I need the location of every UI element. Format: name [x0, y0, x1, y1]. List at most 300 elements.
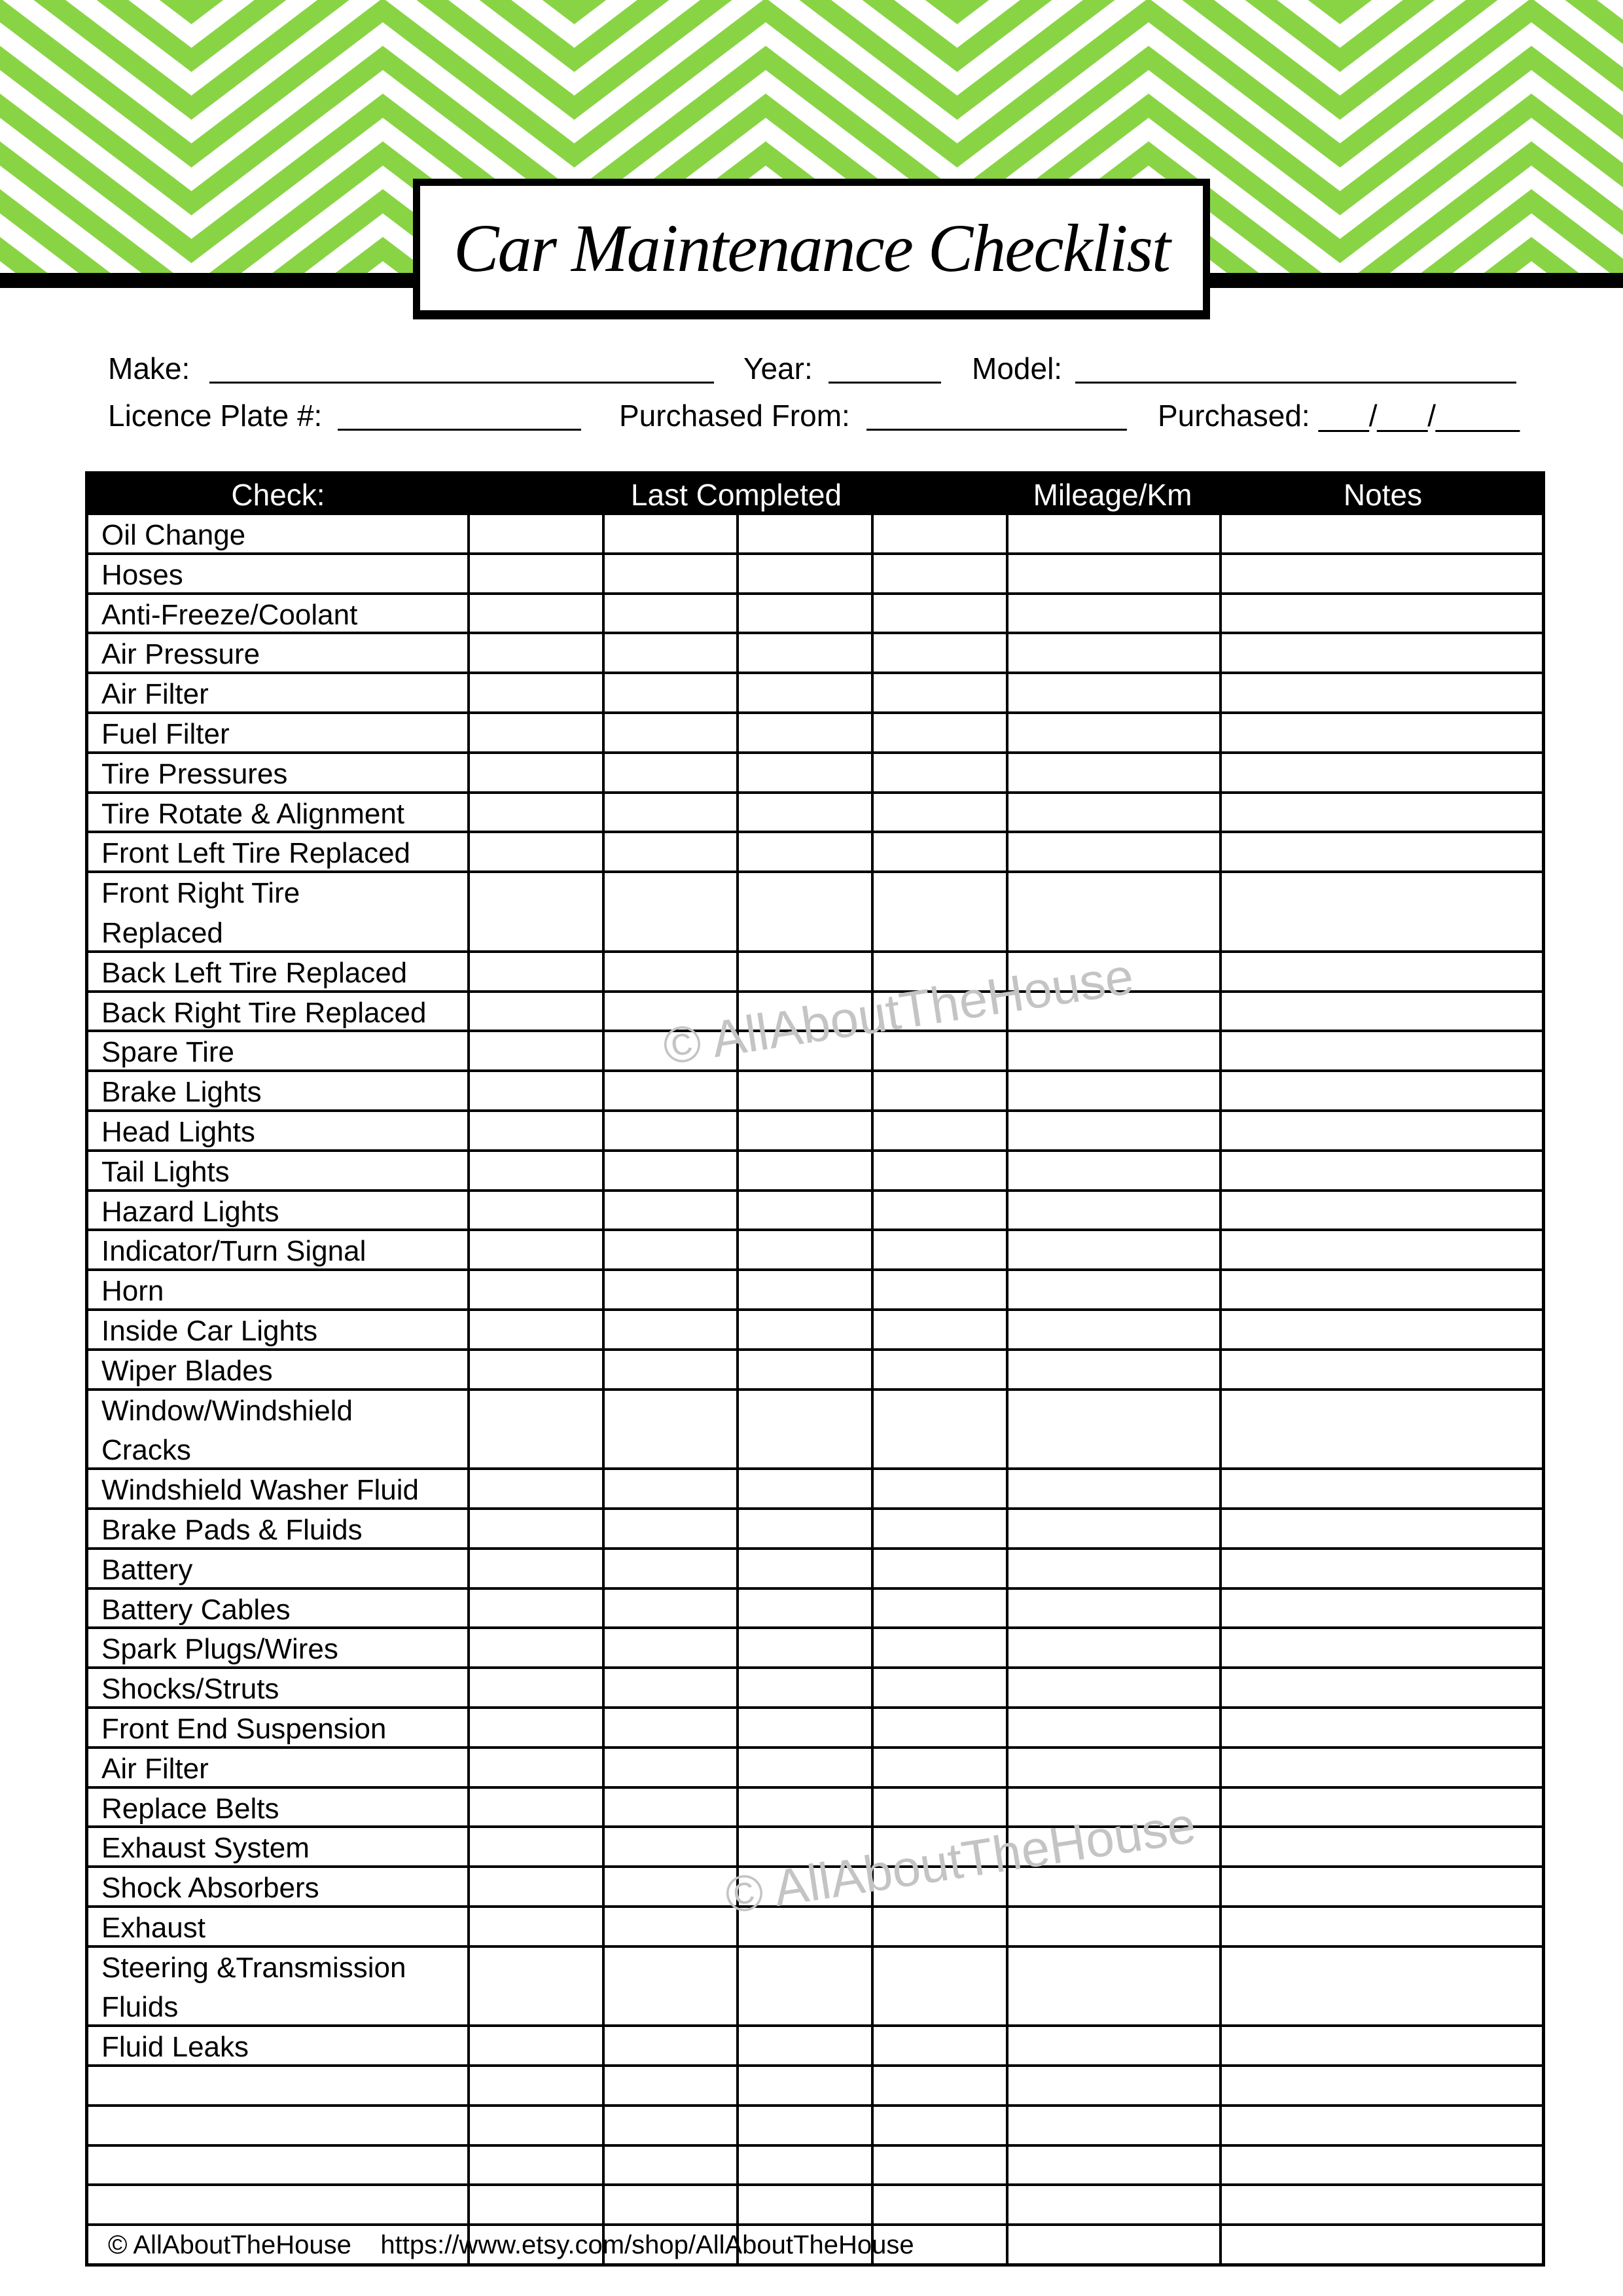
last-completed-4-cell[interactable] — [871, 1948, 1006, 2025]
last-completed-3-cell[interactable] — [736, 1112, 871, 1149]
table-row — [88, 1587, 1542, 1627]
last-completed-3-cell[interactable] — [736, 873, 871, 950]
last-completed-4-cell[interactable] — [871, 674, 1006, 711]
last-completed-3-cell[interactable] — [736, 953, 871, 990]
last-completed-4-cell[interactable] — [871, 1908, 1006, 1945]
notes-cell[interactable] — [1219, 953, 1542, 990]
table-row — [88, 1547, 1542, 1587]
last-completed-1-cell[interactable] — [467, 1868, 602, 1905]
last-completed-3-cell[interactable] — [736, 794, 871, 831]
mileage-cell[interactable] — [1006, 1311, 1219, 1348]
last-completed-4-cell[interactable] — [871, 953, 1006, 990]
last-completed-4-cell[interactable] — [871, 1789, 1006, 1826]
notes-cell[interactable] — [1219, 634, 1542, 672]
notes-cell[interactable] — [1219, 1351, 1542, 1388]
last-completed-3-cell[interactable] — [736, 2027, 871, 2064]
year-field[interactable] — [829, 382, 941, 384]
mileage-cell[interactable] — [1006, 1590, 1219, 1627]
last-completed-4-cell[interactable] — [871, 1828, 1006, 1865]
last-completed-4-cell[interactable] — [871, 595, 1006, 632]
notes-cell[interactable] — [1219, 1948, 1542, 2025]
check-item-label — [88, 1629, 467, 1666]
last-completed-2-cell[interactable] — [602, 1391, 736, 1468]
last-completed-2-cell[interactable] — [602, 1231, 736, 1268]
last-completed-3-cell[interactable] — [736, 674, 871, 711]
check-item-text: Shocks/Struts — [101, 1673, 279, 1706]
last-completed-1-cell[interactable] — [467, 1152, 602, 1189]
notes-cell[interactable] — [1219, 1032, 1542, 1069]
last-completed-2-cell[interactable] — [602, 1669, 736, 1706]
last-completed-1-cell[interactable] — [467, 2186, 602, 2223]
check-item-label — [88, 953, 467, 990]
mileage-cell[interactable] — [1006, 1072, 1219, 1109]
notes-cell[interactable] — [1219, 2107, 1542, 2144]
mileage-cell[interactable] — [1006, 2067, 1219, 2104]
check-item-label — [88, 1868, 467, 1905]
check-item-text: Fluid Leaks — [101, 2031, 249, 2064]
year-label: Year: — [743, 351, 813, 386]
mileage-cell[interactable] — [1006, 794, 1219, 831]
check-item-text — [101, 2068, 467, 2108]
mileage-cell[interactable] — [1006, 1032, 1219, 1069]
notes-cell[interactable] — [1219, 2147, 1542, 2184]
last-completed-2-cell[interactable] — [602, 2027, 736, 2064]
last-completed-3-cell[interactable] — [736, 2067, 871, 2104]
last-completed-1-cell[interactable] — [467, 1192, 602, 1229]
check-item-text: Back Right Tire Replaced — [101, 996, 427, 1029]
mileage-cell[interactable] — [1006, 1271, 1219, 1308]
last-completed-3-cell[interactable] — [736, 1868, 871, 1905]
last-completed-4-cell[interactable] — [871, 1550, 1006, 1587]
last-completed-3-cell[interactable] — [736, 833, 871, 870]
last-completed-4-cell[interactable] — [871, 714, 1006, 751]
last-completed-4-cell[interactable] — [871, 1271, 1006, 1308]
last-completed-4-cell[interactable] — [871, 2067, 1006, 2104]
table-row — [88, 1030, 1542, 1069]
last-completed-3-cell[interactable] — [736, 1470, 871, 1507]
last-completed-3-cell[interactable] — [736, 1749, 871, 1786]
last-completed-4-cell[interactable] — [871, 1311, 1006, 1348]
last-completed-2-cell[interactable] — [602, 1868, 736, 1905]
last-completed-2-cell[interactable] — [602, 1749, 736, 1786]
last-completed-4-cell[interactable] — [871, 833, 1006, 870]
last-completed-1-cell[interactable] — [467, 1391, 602, 1468]
check-item-text: Air Pressure — [101, 638, 260, 671]
last-completed-2-cell[interactable] — [602, 714, 736, 751]
last-completed-2-cell[interactable] — [602, 1072, 736, 1109]
last-completed-1-cell[interactable] — [467, 794, 602, 831]
last-completed-3-cell[interactable] — [736, 714, 871, 751]
notes-cell[interactable] — [1219, 714, 1542, 751]
last-completed-1-cell[interactable] — [467, 953, 602, 990]
last-completed-4-cell[interactable] — [871, 873, 1006, 950]
last-completed-3-cell[interactable] — [736, 2186, 871, 2223]
last-completed-4-cell[interactable] — [871, 1192, 1006, 1229]
notes-cell[interactable] — [1219, 1908, 1542, 1945]
notes-cell[interactable] — [1219, 1271, 1542, 1308]
last-completed-1-cell[interactable] — [467, 595, 602, 632]
check-item-text: Front Left Tire Replaced — [101, 837, 411, 870]
mileage-cell[interactable] — [1006, 1351, 1219, 1388]
mileage-cell[interactable] — [1006, 1828, 1219, 1865]
table-row — [88, 950, 1542, 990]
notes-cell[interactable] — [1219, 555, 1542, 592]
last-completed-3-cell[interactable] — [736, 1550, 871, 1587]
check-item-text: Exhaust — [101, 1911, 205, 1944]
make-field[interactable] — [209, 382, 714, 384]
last-completed-3-cell[interactable] — [736, 1510, 871, 1547]
last-completed-3-cell[interactable] — [736, 1669, 871, 1706]
notes-cell[interactable] — [1219, 1470, 1542, 1507]
last-completed-3-cell[interactable] — [736, 555, 871, 592]
mileage-cell[interactable] — [1006, 1152, 1219, 1189]
last-completed-2-cell[interactable] — [602, 1828, 736, 1865]
mileage-cell[interactable] — [1006, 1192, 1219, 1229]
last-completed-1-cell[interactable] — [467, 714, 602, 751]
notes-cell[interactable] — [1219, 1510, 1542, 1547]
last-completed-4-cell[interactable] — [871, 1351, 1006, 1388]
last-completed-1-cell[interactable] — [467, 833, 602, 870]
mileage-cell[interactable] — [1006, 953, 1219, 990]
notes-cell[interactable] — [1219, 2027, 1542, 2064]
watermark: © AllAboutTheHouse — [659, 946, 1137, 1076]
notes-cell[interactable] — [1219, 2226, 1542, 2263]
notes-cell[interactable] — [1219, 833, 1542, 870]
check-item-text: Horn — [101, 1275, 164, 1308]
last-completed-1-cell[interactable] — [467, 1828, 602, 1865]
last-completed-1-cell[interactable] — [467, 1072, 602, 1109]
check-item-text: Tire Pressures — [101, 757, 288, 790]
last-completed-1-cell[interactable] — [467, 1948, 602, 2025]
mileage-cell[interactable] — [1006, 1112, 1219, 1149]
check-item-label — [88, 2186, 467, 2223]
notes-cell[interactable] — [1219, 1828, 1542, 1865]
check-item-text — [101, 2187, 467, 2227]
check-item-label — [88, 1391, 467, 1468]
last-completed-3-cell[interactable] — [736, 1391, 871, 1468]
last-completed-4-cell[interactable] — [871, 555, 1006, 592]
check-item-label — [88, 674, 467, 711]
mileage-cell[interactable] — [1006, 1948, 1219, 2025]
notes-cell[interactable] — [1219, 1550, 1542, 1587]
last-completed-3-cell[interactable] — [736, 1231, 871, 1268]
notes-cell[interactable] — [1219, 1669, 1542, 1706]
last-completed-1-cell[interactable] — [467, 1271, 602, 1308]
last-completed-3-cell[interactable] — [736, 1590, 871, 1627]
mileage-cell[interactable] — [1006, 1908, 1219, 1945]
notes-cell[interactable] — [1219, 754, 1542, 791]
last-completed-2-cell[interactable] — [602, 1789, 736, 1826]
last-completed-2-cell[interactable] — [602, 873, 736, 950]
last-completed-1-cell[interactable] — [467, 1510, 602, 1547]
check-item-text: Head Lights — [101, 1115, 255, 1148]
last-completed-2-cell[interactable] — [602, 1271, 736, 1308]
notes-cell[interactable] — [1219, 1629, 1542, 1666]
check-item-label — [88, 1828, 467, 1865]
last-completed-4-cell[interactable] — [871, 1152, 1006, 1189]
check-item-text: Tire Rotate & Alignment — [101, 797, 405, 830]
last-completed-2-cell[interactable] — [602, 1351, 736, 1388]
check-item-label — [88, 1032, 467, 1069]
purchased-from-label: Purchased From: — [619, 399, 850, 433]
mileage-cell[interactable] — [1006, 873, 1219, 950]
mileage-cell[interactable] — [1006, 1510, 1219, 1547]
last-completed-2-cell[interactable] — [602, 1590, 736, 1627]
last-completed-2-cell[interactable] — [602, 754, 736, 791]
last-completed-2-cell[interactable] — [602, 1550, 736, 1587]
notes-cell[interactable] — [1219, 1868, 1542, 1905]
last-completed-4-cell[interactable] — [871, 1470, 1006, 1507]
last-completed-3-cell[interactable] — [736, 1351, 871, 1388]
table-row — [88, 1308, 1542, 1348]
last-completed-1-cell[interactable] — [467, 1351, 602, 1388]
last-completed-2-cell[interactable] — [602, 1311, 736, 1348]
last-completed-4-cell[interactable] — [871, 1231, 1006, 1268]
check-item-text: Inside Car Lights — [101, 1314, 318, 1347]
last-completed-4-cell[interactable] — [871, 1510, 1006, 1547]
last-completed-3-cell[interactable] — [736, 1629, 871, 1666]
notes-cell[interactable] — [1219, 1749, 1542, 1786]
last-completed-4-cell[interactable] — [871, 1590, 1006, 1627]
check-item-label — [88, 993, 467, 1030]
last-completed-2-cell[interactable] — [602, 634, 736, 672]
check-item-label — [88, 1789, 467, 1826]
notes-cell[interactable] — [1219, 1709, 1542, 1746]
last-completed-2-cell[interactable] — [602, 2107, 736, 2144]
notes-cell[interactable] — [1219, 1231, 1542, 1268]
last-completed-4-cell[interactable] — [871, 754, 1006, 791]
last-completed-1-cell[interactable] — [467, 1470, 602, 1507]
last-completed-1-cell[interactable] — [467, 634, 602, 672]
last-completed-2-cell[interactable] — [602, 1152, 736, 1189]
footer-text: © AllAboutTheHouse https://www.etsy.com/shop/AllAboutTheHouse — [108, 2231, 914, 2259]
mileage-cell[interactable] — [1006, 595, 1219, 632]
last-completed-4-cell[interactable] — [871, 1868, 1006, 1905]
last-completed-2-cell[interactable] — [602, 555, 736, 592]
licence-plate-label: Licence Plate #: — [108, 399, 323, 433]
notes-cell[interactable] — [1219, 595, 1542, 632]
last-completed-4-cell[interactable] — [871, 634, 1006, 672]
last-completed-2-cell[interactable] — [602, 1032, 736, 1069]
last-completed-3-cell[interactable] — [736, 595, 871, 632]
last-completed-3-cell[interactable] — [736, 1948, 871, 2025]
notes-cell[interactable] — [1219, 1192, 1542, 1229]
purchased-from-field[interactable] — [866, 429, 1127, 431]
notes-cell[interactable] — [1219, 1112, 1542, 1149]
mileage-cell[interactable] — [1006, 1749, 1219, 1786]
last-completed-3-cell[interactable] — [736, 515, 871, 552]
mileage-cell[interactable] — [1006, 1391, 1219, 1468]
mileage-cell[interactable] — [1006, 993, 1219, 1030]
last-completed-2-cell[interactable] — [602, 1629, 736, 1666]
last-completed-4-cell[interactable] — [871, 1669, 1006, 1706]
last-completed-1-cell[interactable] — [467, 1112, 602, 1149]
notes-cell[interactable] — [1219, 2067, 1542, 2104]
mileage-cell[interactable] — [1006, 2186, 1219, 2223]
last-completed-2-cell[interactable] — [602, 993, 736, 1030]
last-completed-2-cell[interactable] — [602, 1908, 736, 1945]
last-completed-1-cell[interactable] — [467, 1629, 602, 1666]
mileage-cell[interactable] — [1006, 1709, 1219, 1746]
check-item-text — [101, 2148, 467, 2188]
check-item-text: Windshield Washer Fluid — [101, 1474, 419, 1507]
last-completed-4-cell[interactable] — [871, 1629, 1006, 1666]
last-completed-1-cell[interactable] — [467, 1709, 602, 1746]
last-completed-4-cell[interactable] — [871, 2107, 1006, 2144]
last-completed-3-cell[interactable] — [736, 2147, 871, 2184]
notes-cell[interactable] — [1219, 794, 1542, 831]
last-completed-1-cell[interactable] — [467, 1789, 602, 1826]
last-completed-4-cell[interactable] — [871, 1749, 1006, 1786]
last-completed-1-cell[interactable] — [467, 2027, 602, 2064]
table-row — [88, 1149, 1542, 1189]
last-completed-4-cell[interactable] — [871, 2186, 1006, 2223]
last-completed-3-cell[interactable] — [736, 1311, 871, 1348]
last-completed-2-cell[interactable] — [602, 674, 736, 711]
check-item-text: Front Right Tire — [101, 877, 300, 910]
table-row — [88, 1348, 1542, 1388]
mileage-cell[interactable] — [1006, 2027, 1219, 2064]
last-completed-3-cell[interactable] — [736, 1709, 871, 1746]
check-item-label — [88, 1908, 467, 1945]
purchased-label: Purchased: — [1158, 399, 1310, 433]
last-completed-2-cell[interactable] — [602, 515, 736, 552]
check-item-text: Air Filter — [101, 1752, 209, 1785]
last-completed-2-cell[interactable] — [602, 1192, 736, 1229]
last-completed-4-cell[interactable] — [871, 794, 1006, 831]
last-completed-3-cell[interactable] — [736, 634, 871, 672]
last-completed-1-cell[interactable] — [467, 1590, 602, 1627]
mileage-cell[interactable] — [1006, 1868, 1219, 1905]
purchased-date-field[interactable]: ___/___/_____ — [1319, 399, 1520, 433]
last-completed-1-cell[interactable] — [467, 754, 602, 791]
last-completed-3-cell[interactable] — [736, 1152, 871, 1189]
last-completed-2-cell[interactable] — [602, 1948, 736, 2025]
mileage-cell[interactable] — [1006, 833, 1219, 870]
last-completed-3-cell[interactable] — [736, 993, 871, 1030]
mileage-cell[interactable] — [1006, 1550, 1219, 1587]
table-row — [88, 990, 1542, 1030]
check-item-text: Back Left Tire Replaced — [101, 956, 408, 989]
notes-cell[interactable] — [1219, 1590, 1542, 1627]
mileage-cell[interactable] — [1006, 2226, 1219, 2263]
last-completed-1-cell[interactable] — [467, 1908, 602, 1945]
last-completed-1-cell[interactable] — [467, 555, 602, 592]
mileage-cell[interactable] — [1006, 555, 1219, 592]
mileage-cell[interactable] — [1006, 1669, 1219, 1706]
notes-cell[interactable] — [1219, 2186, 1542, 2223]
last-completed-3-cell[interactable] — [736, 1828, 871, 1865]
check-item-label — [88, 2107, 467, 2144]
notes-cell[interactable] — [1219, 993, 1542, 1030]
last-completed-1-cell[interactable] — [467, 2147, 602, 2184]
mileage-cell[interactable] — [1006, 714, 1219, 751]
last-completed-4-cell[interactable] — [871, 1032, 1006, 1069]
last-completed-3-cell[interactable] — [736, 1789, 871, 1826]
check-item-label — [88, 1470, 467, 1507]
notes-cell[interactable] — [1219, 674, 1542, 711]
last-completed-4-cell[interactable] — [871, 1391, 1006, 1468]
last-completed-2-cell[interactable] — [602, 2147, 736, 2184]
page-title: Car Maintenance Checklist — [454, 210, 1169, 286]
check-item-label — [88, 1152, 467, 1189]
mileage-cell[interactable] — [1006, 1470, 1219, 1507]
last-completed-4-cell[interactable] — [871, 993, 1006, 1030]
last-completed-2-cell[interactable] — [602, 1510, 736, 1547]
last-completed-2-cell[interactable] — [602, 595, 736, 632]
mileage-cell[interactable] — [1006, 674, 1219, 711]
last-completed-4-cell[interactable] — [871, 515, 1006, 552]
notes-cell[interactable] — [1219, 1152, 1542, 1189]
last-completed-3-cell[interactable] — [736, 754, 871, 791]
mileage-cell[interactable] — [1006, 634, 1219, 672]
last-completed-2-cell[interactable] — [602, 1112, 736, 1149]
licence-plate-field[interactable] — [338, 429, 581, 431]
table-row — [88, 870, 1542, 950]
check-item-label — [88, 1510, 467, 1547]
mileage-cell[interactable] — [1006, 515, 1219, 552]
last-completed-1-cell[interactable] — [467, 674, 602, 711]
notes-cell[interactable] — [1219, 1072, 1542, 1109]
last-completed-4-cell[interactable] — [871, 1112, 1006, 1149]
last-completed-4-cell[interactable] — [871, 1709, 1006, 1746]
last-completed-1-cell[interactable] — [467, 1749, 602, 1786]
notes-cell[interactable] — [1219, 1391, 1542, 1468]
check-item-label — [88, 873, 467, 950]
last-completed-1-cell[interactable] — [467, 993, 602, 1030]
last-completed-1-cell[interactable] — [467, 1231, 602, 1268]
last-completed-1-cell[interactable] — [467, 1669, 602, 1706]
last-completed-1-cell[interactable] — [467, 2067, 602, 2104]
last-completed-3-cell[interactable] — [736, 2107, 871, 2144]
last-completed-3-cell[interactable] — [736, 1271, 871, 1308]
mileage-cell[interactable] — [1006, 1629, 1219, 1666]
notes-cell[interactable] — [1219, 1311, 1542, 1348]
last-completed-2-cell[interactable] — [602, 833, 736, 870]
mileage-cell[interactable] — [1006, 1231, 1219, 1268]
mileage-cell[interactable] — [1006, 2107, 1219, 2144]
last-completed-3-cell[interactable] — [736, 1072, 871, 1109]
last-completed-1-cell[interactable] — [467, 1550, 602, 1587]
last-completed-2-cell[interactable] — [602, 953, 736, 990]
last-completed-1-cell[interactable] — [467, 515, 602, 552]
last-completed-1-cell[interactable] — [467, 873, 602, 950]
last-completed-1-cell[interactable] — [467, 1311, 602, 1348]
mileage-cell[interactable] — [1006, 754, 1219, 791]
last-completed-2-cell[interactable] — [602, 1470, 736, 1507]
notes-cell[interactable] — [1219, 873, 1542, 950]
mileage-cell[interactable] — [1006, 1789, 1219, 1826]
last-completed-4-cell[interactable] — [871, 2027, 1006, 2064]
last-completed-3-cell[interactable] — [736, 1032, 871, 1069]
check-item-label — [88, 1948, 467, 2025]
last-completed-4-cell[interactable] — [871, 2147, 1006, 2184]
last-completed-4-cell[interactable] — [871, 1072, 1006, 1109]
last-completed-1-cell[interactable] — [467, 1032, 602, 1069]
notes-cell[interactable] — [1219, 1789, 1542, 1826]
last-completed-2-cell[interactable] — [602, 2067, 736, 2104]
last-completed-2-cell[interactable] — [602, 1709, 736, 1746]
mileage-cell[interactable] — [1006, 2147, 1219, 2184]
model-field[interactable] — [1075, 382, 1516, 384]
last-completed-2-cell[interactable] — [602, 794, 736, 831]
last-completed-3-cell[interactable] — [736, 1908, 871, 1945]
last-completed-1-cell[interactable] — [467, 2107, 602, 2144]
notes-cell[interactable] — [1219, 515, 1542, 552]
last-completed-3-cell[interactable] — [736, 1192, 871, 1229]
last-completed-2-cell[interactable] — [602, 2186, 736, 2223]
table-row — [88, 711, 1542, 751]
